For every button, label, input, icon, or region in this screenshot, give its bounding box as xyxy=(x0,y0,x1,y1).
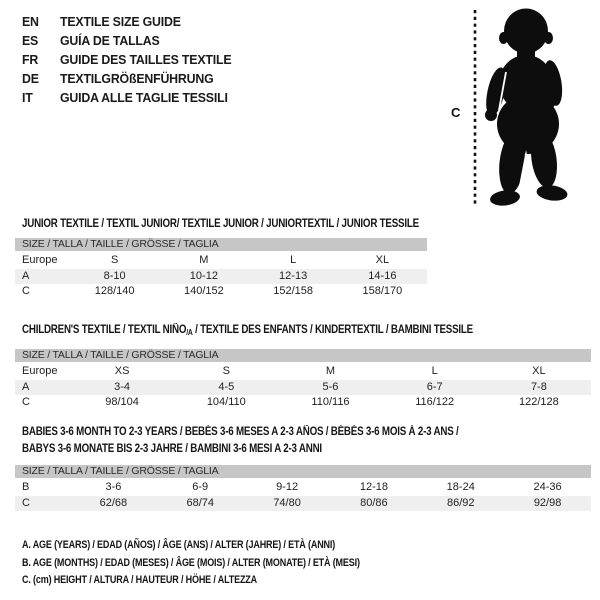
size-header-row: SIZE / TALLA / TAILLE / GRÖSSE / TAGLIA xyxy=(15,349,591,362)
height-cell: 140/152 xyxy=(183,285,224,297)
height-cell: 74/80 xyxy=(273,496,301,509)
row-label: A xyxy=(22,269,30,282)
baby-height-figure xyxy=(438,0,598,215)
children-title-text: / TEXTILE DES ENFANTS / KINDERTEXTIL / BAMBINI TESSILE xyxy=(192,324,473,336)
height-cell: 104/110 xyxy=(206,396,246,408)
age-cell: 10-12 xyxy=(189,269,218,282)
footnote-age-months: B. AGE (MONTHS) / EDAD (MESES) / ÂGE (MOIS) / ALTER (MONATE) / ETÀ (MESI) xyxy=(22,556,360,569)
age-cell: 5-6 xyxy=(322,380,339,393)
age-cell: 3-4 xyxy=(114,380,131,393)
table-row-age xyxy=(15,380,591,396)
size-cell: L xyxy=(431,365,438,377)
size-header-row: SIZE / TALLA / TAILLE / GRÖSSE / TAGLIA xyxy=(15,238,427,251)
size-cell: XS xyxy=(114,365,130,377)
babies-title-line1: BABIES 3-6 MONTH TO 2-3 YEARS / BEBÉS 3-6 MESES A 2-3 AÑOS / BÉBÉS 3-6 MOIS À 2-3 ANS / xyxy=(22,426,459,438)
table-row-height xyxy=(15,395,591,411)
language-label: GUIDE DES TAILLES TEXTILE xyxy=(60,52,232,67)
height-cell: 80/86 xyxy=(360,496,388,509)
table-row-height xyxy=(15,496,591,512)
months-cell: 12-18 xyxy=(359,481,388,493)
height-cell: 86/92 xyxy=(446,496,475,509)
language-row-it xyxy=(22,88,231,107)
months-cell: 18-24 xyxy=(446,481,475,493)
height-cell: 110/116 xyxy=(311,396,350,408)
language-label: TEXTILE SIZE GUIDE xyxy=(60,14,181,29)
table-row-height xyxy=(15,284,427,300)
language-row-de xyxy=(22,69,231,88)
language-code: EN xyxy=(22,14,39,29)
height-cell: 98/104 xyxy=(105,396,139,408)
row-label: Europe xyxy=(22,254,58,266)
language-code: IT xyxy=(22,90,33,105)
size-header-row: SIZE / TALLA / TAILLE / GRÖSSE / TAGLIA xyxy=(15,465,591,478)
children-title-sub: /A xyxy=(186,328,193,337)
language-row-es xyxy=(22,31,231,50)
age-cell: 6-7 xyxy=(426,380,443,393)
height-cell: 62/68 xyxy=(99,496,128,509)
babies-title-line2: BABYS 3-6 MONATE BIS 2-3 JAHRE / BAMBINI 3-6 MESI A 2-3 ANNI xyxy=(22,443,322,455)
height-cell: 92/98 xyxy=(533,496,562,509)
months-cell: 3-6 xyxy=(105,481,122,493)
size-cell: XL xyxy=(532,365,546,377)
language-code: FR xyxy=(22,52,39,67)
language-label: GUIDA ALLE TAGLIE TESSILI xyxy=(60,90,228,105)
months-cell: 6-9 xyxy=(192,481,209,493)
months-cell: 24-36 xyxy=(533,481,562,493)
junior-size-table xyxy=(15,238,427,300)
height-cell: 158/170 xyxy=(362,285,403,297)
size-cell: S xyxy=(222,365,230,377)
height-cell: 152/158 xyxy=(273,285,313,297)
row-label: C xyxy=(22,496,30,509)
language-label: GUÍA DE TALLAS xyxy=(60,33,160,48)
footnote-age-years: A. AGE (YEARS) / EDAD (AÑOS) / ÂGE (ANS) / ALTER (JAHRE) / ETÀ (ANNI) xyxy=(22,539,336,551)
height-cell: 122/128 xyxy=(519,396,559,408)
babies-table-title xyxy=(22,424,459,458)
row-label: B xyxy=(22,481,30,493)
children-table-title xyxy=(22,324,473,337)
height-cell: 116/122 xyxy=(415,396,455,408)
age-cell: 14-16 xyxy=(368,269,397,282)
size-cell: M xyxy=(325,365,336,377)
children-title-text: CHILDREN'S TEXTILE / TEXTIL NIÑO xyxy=(22,324,187,336)
months-cell: 9-12 xyxy=(276,481,299,493)
row-label: C xyxy=(22,396,30,408)
language-label: TEXTILGRÖßENFÜHRUNG xyxy=(60,71,214,86)
row-label: A xyxy=(22,380,30,393)
height-cell: 68/74 xyxy=(186,496,214,509)
table-row-age xyxy=(15,269,427,285)
age-cell: 8-10 xyxy=(103,269,126,282)
height-measure-label: C xyxy=(451,105,461,120)
footnote-height-cm: C. (cm) HEIGHT / ALTURA / HAUTEUR / HÖHE / ALTEZZA xyxy=(22,574,258,586)
junior-table-title: JUNIOR TEXTILE / TEXTIL JUNIOR/ TEXTILE JUNIOR / JUNIORTEXTIL / JUNIOR TESSILE xyxy=(22,218,419,230)
children-size-table xyxy=(15,349,591,411)
table-row-europe xyxy=(15,364,591,380)
size-cell: S xyxy=(110,254,119,266)
age-cell: 7-8 xyxy=(530,380,547,393)
legend-footnotes xyxy=(22,537,434,590)
table-row-europe xyxy=(15,253,427,269)
age-cell: 12-13 xyxy=(279,269,308,282)
row-label: Europe xyxy=(22,365,58,377)
row-label: C xyxy=(22,285,30,297)
age-cell: 4-5 xyxy=(218,380,235,393)
height-cell: 128/140 xyxy=(94,285,135,297)
size-cell: M xyxy=(199,254,209,266)
language-list xyxy=(22,12,242,107)
size-cell: L xyxy=(290,254,297,266)
language-code: ES xyxy=(22,33,39,48)
language-row-en xyxy=(22,12,231,31)
table-row-months xyxy=(15,480,591,496)
babies-size-table xyxy=(15,465,591,511)
language-code: DE xyxy=(22,71,39,86)
language-row-fr xyxy=(22,50,231,69)
size-cell: XL xyxy=(375,254,390,266)
